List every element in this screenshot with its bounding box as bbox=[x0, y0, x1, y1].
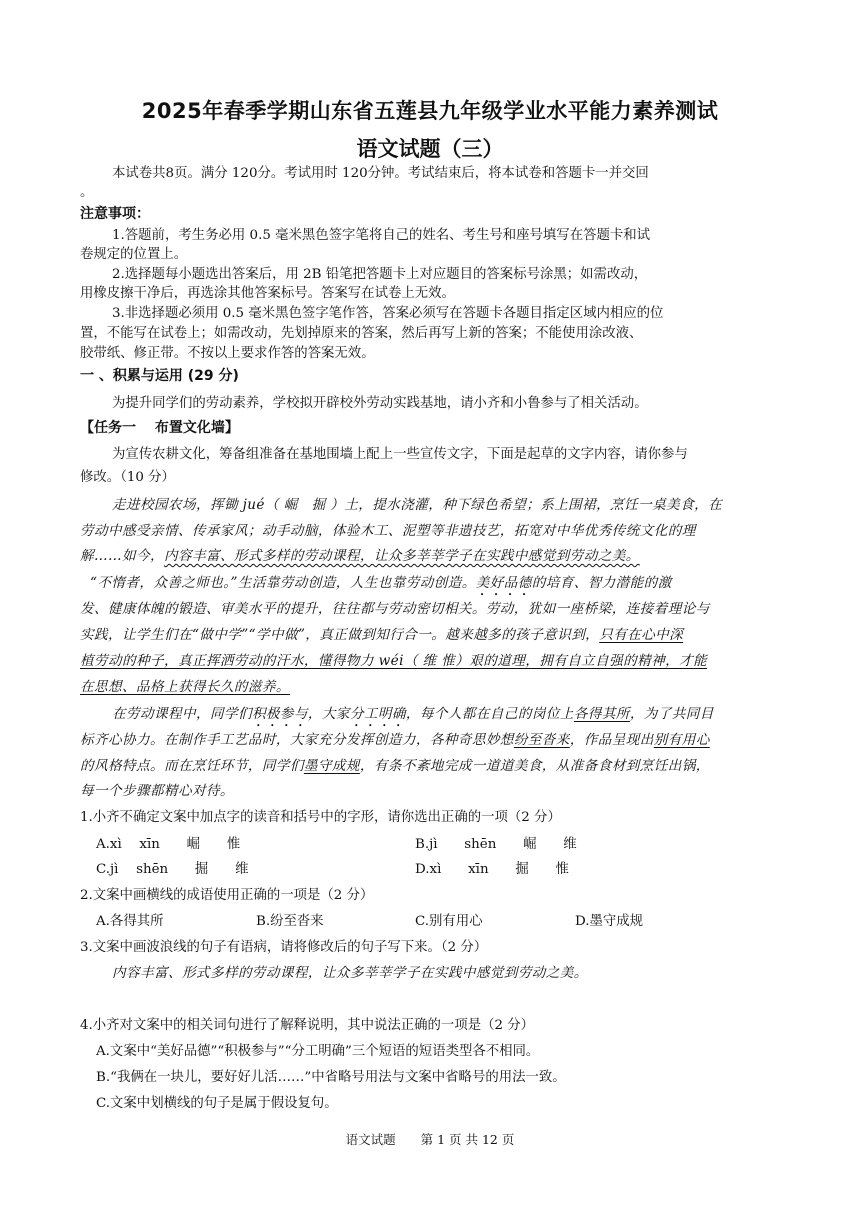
q3-sentence: 内容丰富、形式多样的劳动课程，让众多莘莘学子在实践中感觉到劳动之美。 bbox=[112, 965, 588, 981]
notice-item-2-cont: 用橡皮擦干净后，再选涂其他答案标号。答案写在试卷上无效。 bbox=[80, 286, 455, 301]
underlined-sentence: 植劳动的种子，真正挥洒劳动的汗水，懂得物力 wéi（ 维 惟）艰的道理，拥有自立自强的精神，才能 bbox=[80, 653, 708, 669]
q4-option-c: C.文案中划横线的句子是属于假设复句。 bbox=[96, 1096, 338, 1111]
intro-line: 本试卷共8页。满分 120分。考试用时 120分钟。考试结束后，将本试卷和答题卡一并交回 bbox=[112, 166, 649, 181]
passage-line: “不惰者，众善之师也。”生活靠劳动创造，人生也靠劳动创造。美好品德的培育、智力潜能的激 bbox=[90, 575, 672, 591]
section-heading: 一 、积累与运用 (29 分) bbox=[80, 368, 239, 384]
dotted-phrase: 积极参与 bbox=[251, 706, 308, 722]
passage-line: 解……如今，内容丰富、形式多样的劳动课程，让众多莘莘学子在实践中感觉到劳动之美。 bbox=[80, 548, 640, 564]
notice-item-3-cont: 置，不能写在试卷上；如需改动，先划掉原来的答案，然后再写上新的答案；不能使用涂改液、 bbox=[80, 326, 643, 341]
passage-line: 走进校园农场，挥锄 jué（ 崛 掘 ）土，提水浇灌，种下绿色希望；系上围裙，烹饪一桌美食，在 bbox=[112, 497, 723, 513]
passage-line: 劳动中感受亲情、传承家风；动手动脑，体验木工、泥塑等非遗技艺，拓宽对中华优秀传统文化的理 bbox=[80, 523, 696, 539]
idiom-underlined: 别有用心 bbox=[653, 732, 710, 748]
idiom-underlined: 纷至沓来 bbox=[513, 732, 570, 748]
question-3: 3.文案中画波浪线的句子有语病，请将修改后的句子写下来。（2 分） bbox=[80, 940, 488, 955]
question-2: 2.文案中画横线的成语使用正确的一项是（2 分） bbox=[80, 888, 374, 903]
notice-item-1: 1.答题前，考生务必用 0.5 毫米黑色签字笔将自己的姓名、考生号和座号填写在答题卡和试 bbox=[112, 228, 651, 243]
notice-item-2: 2.选择题每小题选出答案后，用 2B 铅笔把答题卡上对应题目的答案标号涂黑；如需改动， bbox=[112, 267, 648, 282]
question-4: 4.小齐对文案中的相关词句进行了解释说明，其中说法正确的一项是（2 分） bbox=[80, 1018, 535, 1033]
q2-option-a: A.各得其所 bbox=[96, 914, 164, 929]
task-heading: 【任务一 布置文化墙】 bbox=[80, 420, 239, 436]
exam-title: 2025年春季学期山东省五莲县九年级学业水平能力素养测试 bbox=[141, 99, 719, 123]
section-intro: 为提升同学们的劳动素养，学校拟开辟校外劳动实践基地，请小齐和小鲁参与了相关活动。 bbox=[112, 396, 648, 411]
passage-line: 发、健康体魄的锻造、审美水平的提升，往往都与劳动密切相关。劳动，犹如一座桥梁，连接着理论与 bbox=[80, 601, 710, 617]
q4-option-a: A.文案中“美好品德”“积极参与”“分工明确”三个短语的短语类型各不相同。 bbox=[96, 1044, 540, 1059]
passage-line: 在劳动课程中，同学们积极参与，大家分工明确，每个人都在自己的岗位上各得其所，为了共同目 bbox=[112, 706, 714, 722]
exam-subtitle: 语文试题（三） bbox=[356, 137, 504, 161]
underlined-sentence: 只有在心中深 bbox=[599, 627, 684, 643]
dotted-phrase: 分工明确 bbox=[349, 706, 406, 722]
intro-line-cont: 。 bbox=[80, 185, 94, 200]
q1-option-c: C.jì shēn 掘 维 bbox=[96, 862, 249, 877]
q1-option-a: A.xì xīn 崛 惟 bbox=[96, 837, 241, 852]
idiom-underlined: 墨守成规 bbox=[303, 758, 360, 774]
page-footer: 语文试题 第 1 页 共 12 页 bbox=[345, 1132, 515, 1147]
q2-option-b: B.纷至沓来 bbox=[256, 914, 324, 929]
task-instruction: 为宣传农耕文化，筹备组准备在基地围墙上配上一些宣传文字，下面是起草的文字内容，请你参与 bbox=[112, 447, 688, 462]
wavy-sentence: 内容丰富、形式多样的劳动课程，让众多莘莘学子在实践中感觉到劳动之美。 bbox=[163, 548, 640, 564]
q4-option-b: B.“我俩在一块儿，要好好儿活……”中省略号用法与文案中省略号的用法一致。 bbox=[96, 1070, 566, 1085]
notice-item-1-cont: 卷规定的位置上。 bbox=[80, 247, 188, 262]
notice-item-3: 3.非选择题必须用 0.5 毫米黑色签字笔作答，答案必须写在答题卡各题目指定区域内相应的位 bbox=[112, 306, 664, 321]
passage-line: 的风格特点。而在烹饪环节，同学们墨守成规，有条不紊地完成一道道美食，从准备食材到烹饪出锅， bbox=[80, 758, 710, 774]
idiom-underlined: 各得其所 bbox=[573, 706, 630, 722]
question-1: 1.小齐不确定文案中加点字的读音和括号中的字形，请你选出正确的一项（2 分） bbox=[80, 810, 561, 825]
task-instruction-cont: 修改。（10 分） bbox=[80, 470, 175, 485]
notice-heading: 注意事项： bbox=[80, 206, 150, 222]
passage-line bbox=[80, 678, 780, 697]
passage-line: 标齐心协力。在制作手工艺品时，大家充分发挥创造力，各种奇思妙想纷至沓来，作品呈现出别有用心 bbox=[80, 732, 710, 748]
notice-item-3-cont2: 胶带纸、修正带。不按以上要求作答的答案无效。 bbox=[80, 346, 375, 361]
dotted-phrase: 美好品德 bbox=[475, 575, 532, 591]
q2-option-c: C.别有用心 bbox=[415, 914, 483, 929]
q1-option-d: D.xì xīn 掘 惟 bbox=[415, 862, 569, 877]
passage-line: 每一个步骤都精心对待。 bbox=[80, 783, 234, 799]
passage-line: 实践，让学生们在“做中学”“学中做”，真正做到知行合一。越来越多的孩子意识到，只有在心中深 bbox=[80, 627, 684, 643]
q1-option-b: B.jì shēn 崛 维 bbox=[415, 837, 577, 852]
underlined-sentence: 在思想、品格上获得长久的滋养。 bbox=[80, 679, 290, 695]
q2-option-d: D.墨守成规 bbox=[575, 914, 644, 929]
